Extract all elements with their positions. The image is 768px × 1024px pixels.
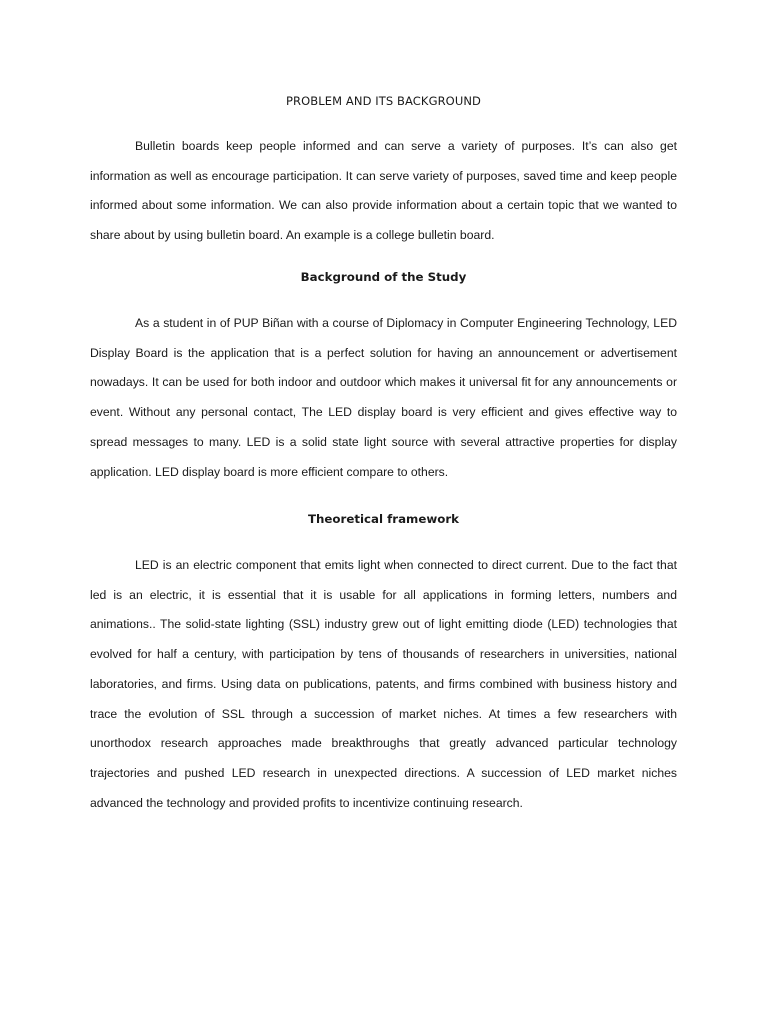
section-heading-theoretical-framework: Theoretical framework [307, 512, 460, 526]
section-paragraph-theoretical-framework: LED is an electric component that emits light when connected to direct current. Due to the fact that led is an electric, it is essential that it is usable for all applications in forming letters, numbers and animations.. The solid-state lighting (SSL) industry grew out of light emitting diode (LED) technologies that evolved for half a century, with participation by tens of thousands of researchers in universities, national laboratories, and firms. Using data on publications, patents, and firms combined with business history and trace the evolution of SSL through a succession of market niches. At times a few researchers with unorthodox research approaches made breakthroughs that greatly advanced particular technology trajectories and pushed LED research in unexpected directions. A succession of LED market niches advanced the technology and provided profits to incentivize continuing research. [90, 558, 677, 810]
section-paragraph-background: As a student in of PUP Biñan with a course of Diplomacy in Computer Engineering Technology, LED Display Board is the application that is a perfect solution for having an announcement or advertisement nowadays. It can be used for both indoor and outdoor which makes it universal fit for any announcements or event. Without any personal contact, The LED display board is very efficient and gives effective way to spread messages to many. LED is a solid state light source with several attractive properties for display application. LED display board is more efficient compare to others. [90, 316, 677, 479]
intro-paragraph: Bulletin boards keep people informed and can serve a variety of purposes. It’s can also get information as well as encourage participation. It can serve variety of purposes, saved time and keep people informed about some information. We can also provide information about a certain topic that we wanted to share about by using bulletin board. An example is a college bulletin board. [90, 139, 677, 243]
document-title: PROBLEM AND ITS BACKGROUND [285, 94, 482, 108]
section-heading-background: Background of the Study [300, 270, 467, 284]
